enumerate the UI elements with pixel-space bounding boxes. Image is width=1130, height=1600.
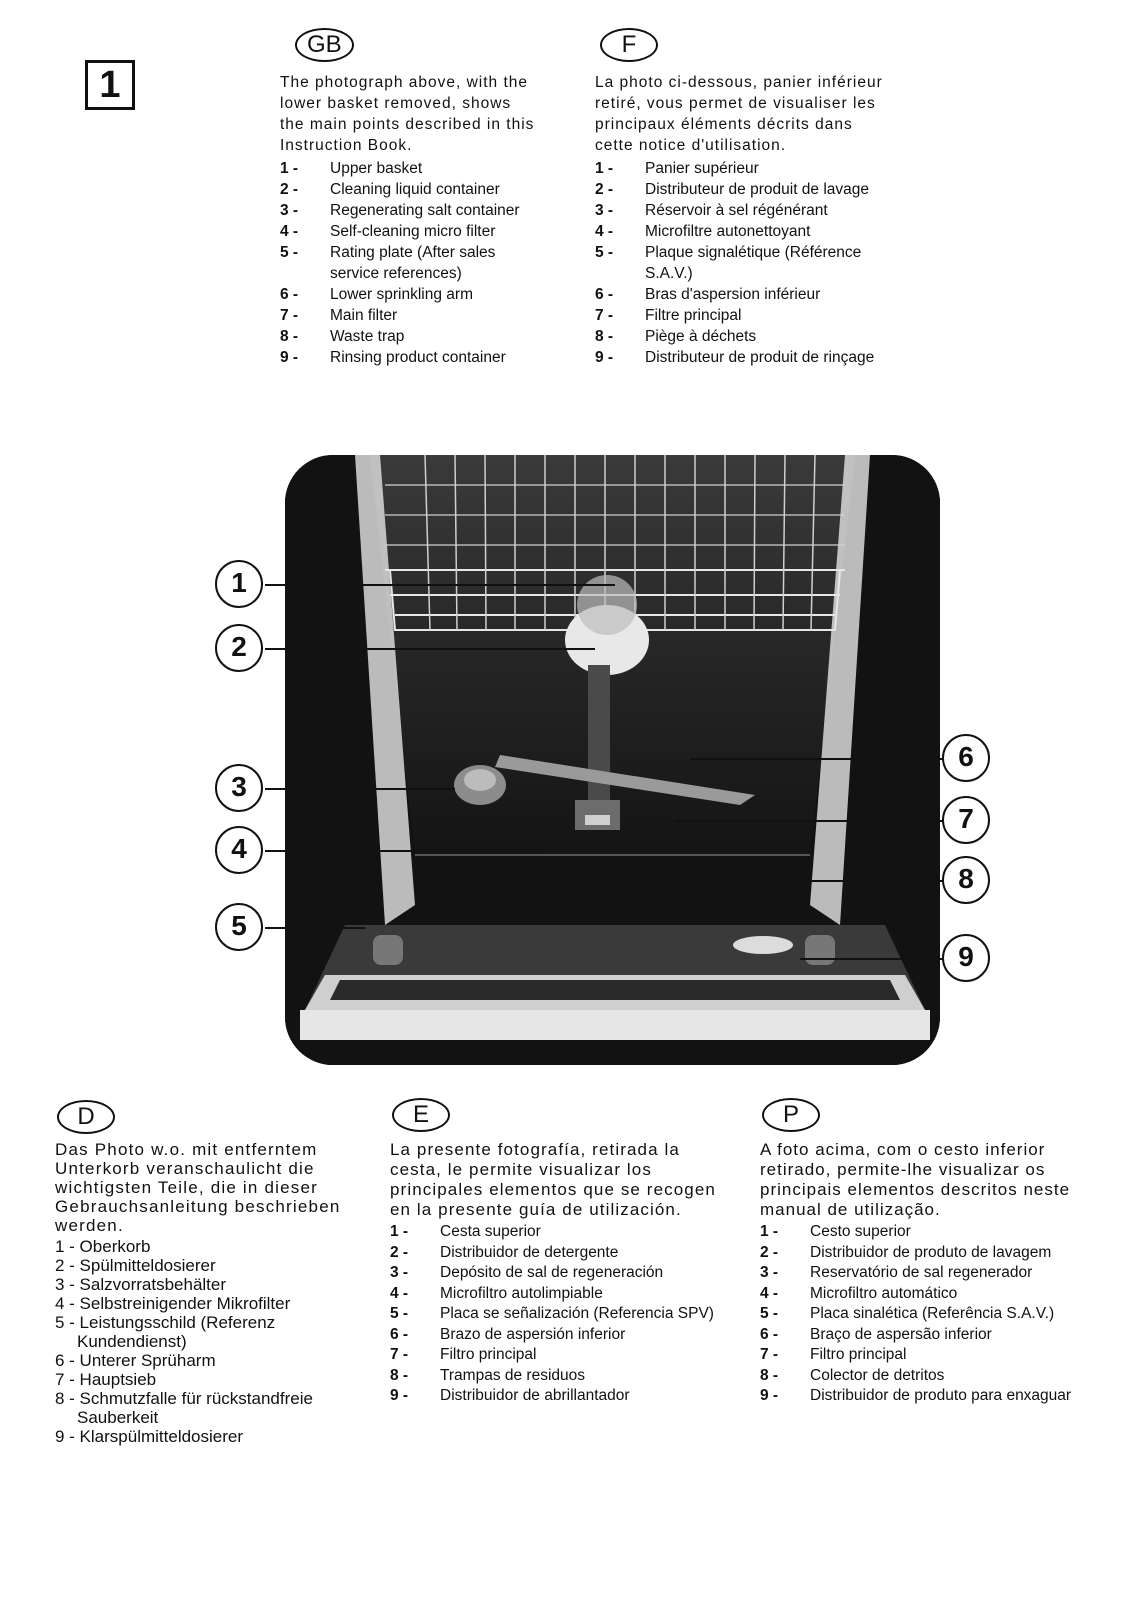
list-item [280, 221, 540, 242]
section-f [595, 28, 895, 368]
parts-list-e [390, 1222, 720, 1407]
list-item [55, 1389, 355, 1427]
item-number: 1 - [280, 160, 299, 177]
list-item [55, 1275, 355, 1294]
list-item [390, 1222, 720, 1243]
list-item [760, 1243, 1090, 1264]
leader-line-4 [265, 850, 540, 852]
callout-4: 4 [215, 826, 263, 874]
callout-1: 1 [215, 560, 263, 608]
list-item [595, 284, 895, 305]
list-item [280, 200, 540, 221]
language-badge-d: D [57, 1100, 115, 1134]
item-label: Distribuidor de detergente [440, 1243, 619, 1261]
item-label: 2 - Spülmitteldosierer [55, 1256, 216, 1275]
item-number: 5 - [760, 1305, 779, 1322]
item-number: 2 - [390, 1243, 409, 1261]
callout-2: 2 [215, 624, 263, 672]
list-item [280, 305, 540, 326]
leader-line-8 [680, 880, 943, 882]
item-label: Reservatório de sal regenerador [810, 1264, 1033, 1281]
item-label: Distributeur de produit de lavage [645, 181, 870, 198]
item-number: 5 - [595, 244, 614, 261]
item-number: 3 - [760, 1264, 779, 1281]
list-item [55, 1351, 355, 1370]
item-label: Main filter [330, 307, 398, 324]
item-number: 9 - [760, 1387, 779, 1404]
item-label: Distribuidor de abrillantador [440, 1387, 630, 1404]
item-label: Microfiltro automático [810, 1284, 958, 1302]
item-label: 6 - Unterer Sprüharm [55, 1351, 216, 1370]
item-label: Bras d'aspersion inférieur [645, 286, 821, 303]
callout-8: 8 [942, 856, 990, 904]
item-number: 2 - [280, 181, 299, 198]
list-item [55, 1294, 355, 1313]
list-item [390, 1345, 720, 1366]
item-number: 6 - [390, 1325, 409, 1343]
item-number: 9 - [390, 1387, 409, 1404]
language-badge-gb: GB [295, 28, 354, 62]
item-label: Réservoir à sel régénérant [645, 202, 828, 219]
item-label: 4 - Selbstreinigender Mikrofilter [55, 1294, 291, 1313]
item-number: 2 - [595, 181, 614, 198]
list-item [760, 1345, 1090, 1366]
intro-text-gb: The photograph above, with the lower basket removed, shows the main points described in this Instruction Book. [280, 74, 535, 154]
item-number: 2 - [760, 1243, 779, 1261]
item-label: 7 - Hauptsieb [55, 1370, 157, 1389]
list-item [595, 200, 895, 221]
item-label: Microfiltro autolimpiable [440, 1284, 603, 1302]
list-item [760, 1284, 1090, 1305]
item-label: Microfiltre autonettoyant [645, 223, 811, 240]
item-number: 8 - [595, 328, 614, 345]
parts-list-f [595, 158, 895, 368]
list-item [55, 1313, 355, 1351]
item-label: 5 - Leistungsschild (Referenz [55, 1313, 276, 1332]
section-p [760, 1098, 1090, 1407]
item-label: Filtro principal [810, 1346, 907, 1363]
section-e [390, 1098, 720, 1407]
item-number: 4 - [760, 1284, 779, 1302]
item-label: Self-cleaning micro filter [330, 223, 496, 240]
item-number: 5 - [280, 244, 299, 261]
page-number: 1 [85, 60, 135, 110]
list-item [760, 1304, 1090, 1325]
list-item [390, 1386, 720, 1407]
list-item [280, 347, 540, 368]
item-number: 9 - [595, 349, 614, 366]
list-item [280, 179, 540, 200]
list-item [55, 1237, 355, 1256]
item-label: Regenerating salt container [330, 202, 520, 219]
item-label: Filtro principal [440, 1346, 537, 1363]
item-number: 5 - [390, 1305, 409, 1322]
dishwasher-photo [285, 455, 940, 1065]
list-item [390, 1304, 720, 1325]
item-label: Panier supérieur [645, 160, 759, 177]
callout-7: 7 [942, 796, 990, 844]
item-label: Rating plate (After sales service references) [330, 244, 496, 282]
leader-line-6 [690, 758, 943, 760]
item-label: Plaque signalétique (Référence S.A.V.) [645, 244, 862, 282]
list-item [390, 1366, 720, 1387]
item-label: Waste trap [330, 328, 405, 345]
item-label-continued: Sauberkeit [77, 1408, 159, 1427]
item-number: 4 - [595, 223, 614, 240]
list-item [595, 305, 895, 326]
item-label: Cesta superior [440, 1223, 541, 1240]
list-item [280, 242, 540, 284]
language-badge-f: F [600, 28, 658, 62]
item-label: Depósito de sal de regeneración [440, 1264, 664, 1281]
item-label: Cleaning liquid container [330, 181, 500, 198]
intro-text-e: La presente fotografía, retirada la cesta, le permite visualizar los principales elementos que se recogen en la presente guía de utilización. [390, 1140, 716, 1219]
item-label: 8 - Schmutzfalle für rückstandfreie [55, 1389, 313, 1408]
item-label: Distribuidor de produto para enxaguar [810, 1387, 1072, 1404]
parts-list-gb [280, 158, 540, 368]
item-label: Filtre principal [645, 307, 742, 324]
leader-line-7 [675, 820, 943, 822]
item-label: 1 - Oberkorb [55, 1237, 151, 1256]
item-label: Rinsing product container [330, 349, 506, 366]
callout-3: 3 [215, 764, 263, 812]
item-label-continued: Kundendienst) [77, 1332, 187, 1351]
list-item [760, 1386, 1090, 1407]
leader-line-3 [265, 788, 455, 790]
item-label: 9 - Klarspülmitteldosierer [55, 1427, 244, 1446]
item-number: 7 - [280, 307, 299, 324]
item-number: 4 - [280, 223, 299, 240]
dishwasher-illustration [285, 455, 940, 1065]
item-label: 3 - Salzvorratsbehälter [55, 1275, 227, 1294]
list-item [390, 1284, 720, 1305]
list-item [760, 1366, 1090, 1387]
item-number: 6 - [760, 1325, 779, 1343]
intro-text-d: Das Photo w.o. mit entferntem Unterkorb veranschaulicht die wichtigsten Teile, die in dieser Gebrauchsanleitung beschrieben werden. [55, 1140, 341, 1235]
leader-line-1 [265, 584, 615, 586]
item-number: 7 - [595, 307, 614, 324]
list-item [595, 326, 895, 347]
parts-list-p [760, 1222, 1090, 1407]
section-d [55, 1100, 355, 1446]
item-label: Piège à déchets [645, 328, 757, 345]
leader-line-5 [265, 927, 365, 929]
list-item [390, 1243, 720, 1264]
item-number: 1 - [760, 1223, 779, 1240]
item-number: 8 - [760, 1366, 779, 1384]
list-item [595, 347, 895, 368]
parts-list-d [55, 1237, 355, 1446]
list-item [760, 1325, 1090, 1346]
callout-9: 9 [942, 934, 990, 982]
item-number: 8 - [390, 1366, 409, 1384]
list-item [280, 284, 540, 305]
item-label: Cesto superior [810, 1223, 911, 1240]
item-label: Trampas de residuos [440, 1366, 586, 1384]
item-label: Braço de aspersão inferior [810, 1325, 992, 1343]
item-label: Distributeur de produit de rinçage [645, 349, 875, 366]
list-item [595, 242, 895, 284]
list-item [280, 158, 540, 179]
list-item [595, 179, 895, 200]
list-item [390, 1263, 720, 1284]
item-number: 3 - [595, 202, 614, 219]
item-number: 6 - [280, 286, 299, 303]
intro-text-f: La photo ci-dessous, panier inférieur retiré, vous permet de visualiser les principaux éléments décrits dans cette notice d'utilisation. [595, 74, 883, 154]
list-item [595, 221, 895, 242]
item-label: Colector de detritos [810, 1366, 945, 1384]
list-item [55, 1256, 355, 1275]
callout-6: 6 [942, 734, 990, 782]
item-label: Upper basket [330, 160, 423, 177]
language-badge-p: P [762, 1098, 820, 1132]
item-number: 7 - [760, 1346, 779, 1363]
section-gb [280, 28, 540, 368]
item-number: 1 - [595, 160, 614, 177]
list-item [390, 1325, 720, 1346]
item-number: 4 - [390, 1284, 409, 1302]
language-badge-e: E [392, 1098, 450, 1132]
list-item [760, 1222, 1090, 1243]
leader-line-9 [800, 958, 943, 960]
list-item [280, 326, 540, 347]
list-item [55, 1370, 355, 1389]
intro-text-p: A foto acima, com o cesto inferior retirado, permite-lhe visualizar os principais elementos descritos neste manual de utilização. [760, 1140, 1071, 1219]
list-item [55, 1427, 355, 1446]
item-number: 6 - [595, 286, 614, 303]
item-label: Placa sinalética (Referência S.A.V.) [810, 1305, 1055, 1322]
leader-line-2 [265, 648, 595, 650]
item-label: Distribuidor de produto de lavagem [810, 1243, 1052, 1261]
item-label: Lower sprinkling arm [330, 286, 473, 303]
item-number: 1 - [390, 1223, 409, 1240]
item-number: 7 - [390, 1346, 409, 1363]
list-item [595, 158, 895, 179]
item-number: 9 - [280, 349, 299, 366]
list-item [760, 1263, 1090, 1284]
callout-5: 5 [215, 903, 263, 951]
item-number: 3 - [390, 1264, 409, 1281]
item-number: 3 - [280, 202, 299, 219]
item-number: 8 - [280, 328, 299, 345]
item-label: Placa se señalización (Referencia SPV) [440, 1305, 714, 1322]
item-label: Brazo de aspersión inferior [440, 1325, 626, 1343]
